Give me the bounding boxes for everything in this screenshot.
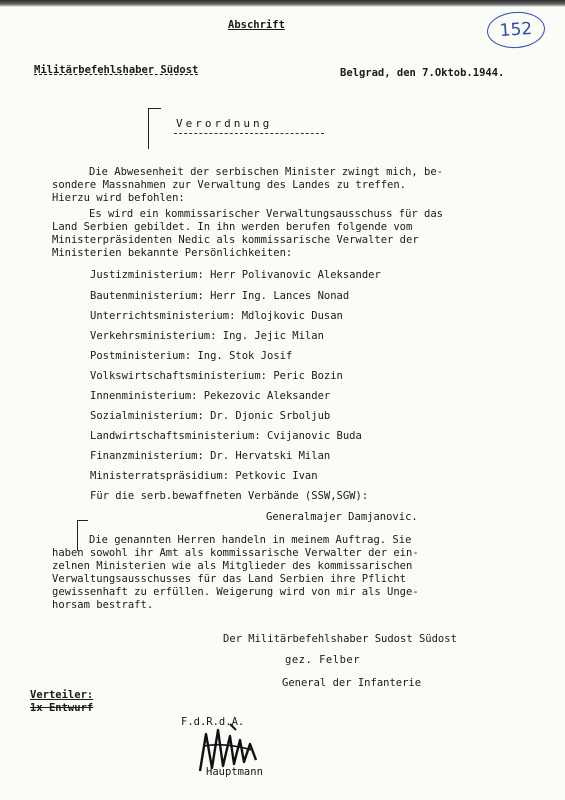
distribution-value: 1x Entwurf — [30, 702, 94, 714]
paragraph-line: sondere Massnahmen zur Verwaltung des Landes zu treffen. — [52, 179, 407, 191]
ministry-entry: Für die serb.bewaffneten Verbände (SSW,SGW): — [90, 490, 369, 502]
ministry-entry: Ministerratspräsidium: Petkovic Ivan — [90, 470, 318, 482]
ministry-entry: Landwirtschaftsministerium: Cvijanovic Buda — [90, 430, 362, 442]
sender: Militärbefehlshaber Südost — [34, 64, 199, 76]
armed-forces-person: Generalmajer Damjanovic. — [266, 511, 418, 523]
copy-title: Abschrift — [228, 19, 285, 31]
paragraph-line: Ministerien bekannte Persönlichkeiten: — [52, 247, 293, 259]
ministry-entry: Verkehrsministerium: Ing. Jejic Milan — [90, 330, 324, 342]
ministry-entry: Postministerium: Ing. Stok Josif — [90, 350, 293, 362]
signed-by: gez. Felber — [285, 654, 361, 666]
ministry-entry: Volkswirtschaftsministerium: Peric Bozin — [90, 370, 343, 382]
rank: General der Infanterie — [282, 677, 422, 689]
heading-underline — [174, 133, 324, 134]
distribution-label: Verteiler: — [30, 689, 94, 701]
scan-top-edge — [0, 0, 565, 7]
fdr-note: F.d.R.d.A. — [181, 716, 245, 728]
paragraph-line: horsam bestraft. — [52, 599, 154, 611]
ministry-entry: Finanzministerium: Dr. Hervatski Milan — [90, 450, 331, 462]
paragraph-line: Die genannten Herren handeln in meinem Auftrag. Sie — [89, 534, 412, 546]
signatory-title: Hauptmann — [206, 766, 263, 778]
ministry-entry: Unterrichtsministerium: Mdlojkovic Dusan — [90, 310, 343, 322]
archive-number-stamp: 152 — [486, 10, 546, 50]
paragraph-line: Hierzu wird befohlen: — [52, 192, 185, 204]
paragraph-line: zelnen Ministerien wie als Mitglieder des kommissarischen — [52, 560, 413, 572]
paragraph-line: Land Serbien gebildet. In ihn werden berufen folgende vom — [52, 221, 413, 233]
paragraph-line: Es wird ein kommissarischer Verwaltungsausschuss für das — [89, 208, 444, 220]
heading: Verordnung — [176, 117, 273, 130]
ministry-entry: Sozialministerium: Dr. Djonic Srboljub — [90, 410, 331, 422]
paragraph-line: haben sowohl ihr Amt als kommissarische Verwalter der ein- — [52, 547, 419, 559]
place-date: Belgrad, den 7.Oktob.1944. — [340, 67, 505, 79]
heading-bracket — [148, 108, 161, 149]
ministry-entry: Bautenministerium: Herr Ing. Lances Nonad — [90, 290, 350, 302]
paragraph-line: gewissenhaft zu erfüllen. Weigerung wird von mir als Unge- — [52, 586, 419, 598]
closing-line: Der Militärbefehlshaber Sudost Südost — [223, 633, 457, 645]
paragraph-line: Verwaltungsausschusses für das Land Serbien ihre Pflicht — [52, 573, 407, 585]
ministry-entry: Innenministerium: Pekezovic Aleksander — [90, 390, 331, 402]
paragraph-line: Ministerpräsidenten Nedic als kommissarische Verwalter der — [52, 234, 419, 246]
paragraph-line: Die Abwesenheit der serbischen Minister zwingt mich, be- — [89, 166, 444, 178]
ministry-entry: Justizministerium: Herr Polivanovic Aleksander — [90, 269, 381, 281]
